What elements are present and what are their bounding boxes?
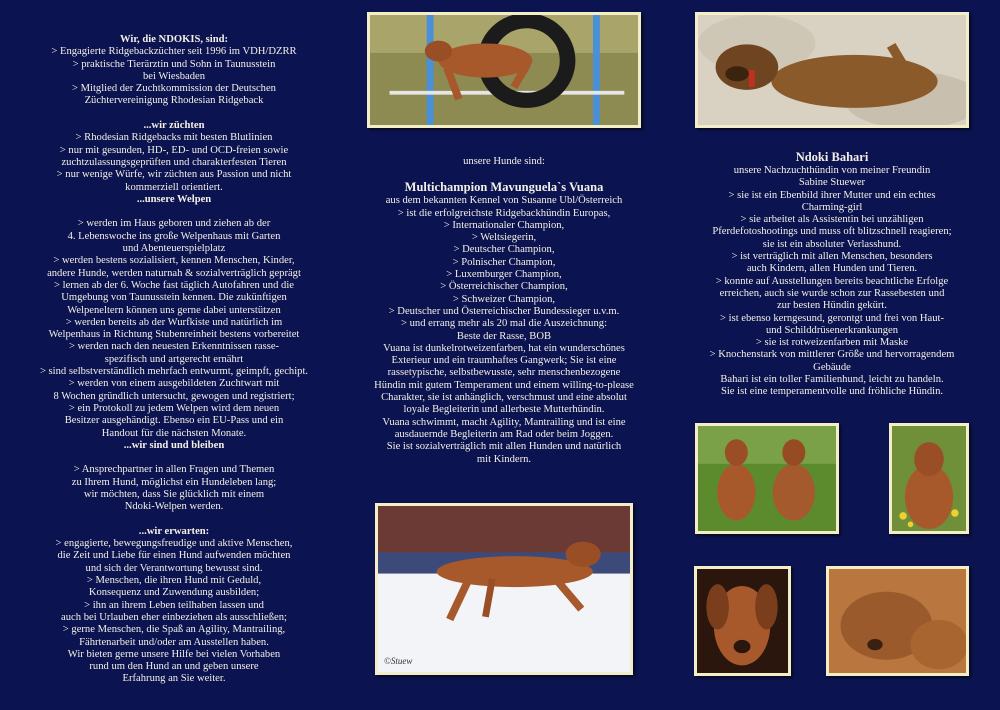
text-line: Bahari ist ein toller Familienhund, leicht zu handeln. bbox=[720, 374, 944, 386]
text-line: Fährtenarbeit und/oder am Ausstellen haben. bbox=[79, 636, 269, 648]
text-line: Vuana schwimmt, macht Agility, Mantrailing und ist eine bbox=[382, 416, 626, 428]
text-line: kommerziell orientiert. bbox=[125, 181, 223, 193]
text-line: Exterieur und ein traumhaftes Gangwerk; Sie ist eine bbox=[391, 355, 617, 367]
text-line: Wir bieten gerne unsere Hilfe bei vielen Vorhaben bbox=[67, 648, 281, 660]
text-line: Sabine Stuewer bbox=[798, 177, 866, 189]
text-line: > Engagierte Ridgebackzüchter seit 1996 im VDH/DZRR bbox=[51, 46, 297, 58]
text-line: die Zeit und Liebe für einen Hund aufwenden möchten bbox=[57, 550, 291, 562]
two-dogs-grass-photo bbox=[695, 423, 839, 534]
text-line: sie ist ein absoluter Verlasshund. bbox=[762, 238, 902, 250]
text-line: > werden im Haus geboren und ziehen ab der bbox=[77, 218, 271, 230]
text-line: > werden von einem ausgebildeten Zuchtwart mit bbox=[68, 378, 280, 390]
text-line: rassetypische, selbstbewusste, sehr menschenbezogene bbox=[387, 367, 621, 379]
dog-with-flowers-photo bbox=[889, 423, 969, 534]
text-line: Besitzer ausgehändigt. Ebenso ein EU-Pass und ein bbox=[64, 415, 284, 427]
text-line: Vuana ist dunkelrotweizenfarben, hat ein wunderschönes bbox=[383, 342, 625, 354]
bahari-title: Ndoki Bahari bbox=[795, 150, 869, 164]
puppy-on-fur-photo bbox=[695, 12, 969, 128]
puppy-on-fur-image bbox=[698, 15, 966, 125]
text-line: zu Ihrem Hund, möglichst ein Hundeleben lang; bbox=[71, 476, 277, 488]
agility-tire-jump-photo bbox=[367, 12, 641, 128]
text-line: zuchtzulassungsgeprüften und charakterfesten Tieren bbox=[61, 156, 287, 168]
text-line: auch Kindern, allen Hunden und Tieren. bbox=[746, 263, 918, 275]
text-line: Gebäude bbox=[813, 361, 851, 373]
vuana-title: Multichampion Mavunguela`s Vuana bbox=[404, 180, 604, 195]
text-line: Konsequenz und Zuwendung ausbilden; bbox=[88, 587, 260, 599]
text-line: > konnte auf Ausstellungen bereits beachtliche Erfolge bbox=[715, 275, 949, 287]
text-line: Beste der Rasse, BOB bbox=[456, 330, 552, 342]
text-line: ...wir züchten bbox=[143, 120, 205, 132]
running-in-snow-image bbox=[378, 506, 630, 672]
text-line: > praktische Tierärztin und Sohn in Taunusstein bbox=[72, 58, 276, 70]
text-line: auch bei Urlauben eher einbeziehen als ausschließen; bbox=[61, 611, 287, 623]
text-line bbox=[12, 206, 336, 218]
text-line: > ist verträglich mit allen Menschen, besonders bbox=[731, 251, 933, 263]
text-line: > nur wenige Würfe, wir züchten aus Passion und nicht bbox=[56, 169, 292, 181]
text-line: loyale Begleiterin und allerbeste Mutterhündin. bbox=[403, 404, 605, 416]
text-line: > Menschen, die ihren Hund mit Geduld, bbox=[86, 575, 262, 587]
text-line: ...wir sind und bleiben bbox=[123, 439, 225, 451]
two-dogs-grass-image bbox=[698, 426, 836, 531]
text-line: > Schweizer Champion, bbox=[452, 293, 556, 305]
text-line: > ist die erfolgreichste Ridgebackhündin Europas, bbox=[397, 207, 611, 219]
text-line: Charming-girl bbox=[801, 201, 863, 213]
text-line: > nur mit gesunden, HD-, ED- und OCD-freien sowie bbox=[59, 144, 289, 156]
text-line: > ein Protokoll zu jedem Welpen wird dem neuen bbox=[68, 402, 280, 414]
text-line: > sie ist ein Ebenbild ihrer Mutter und ein echtes bbox=[728, 189, 936, 201]
breeder-info-column bbox=[12, 34, 336, 686]
text-line: > werden nach den neuesten Erkenntnissen rasse- bbox=[68, 341, 280, 353]
vuana-description bbox=[354, 195, 654, 466]
text-line: und Abenteuerspielplatz bbox=[122, 243, 226, 255]
text-line: andere Hunde, werden naturnah & sozialverträglich geprägt bbox=[47, 267, 301, 279]
dog-portrait-photo bbox=[694, 566, 791, 676]
our-dogs-intro: unsere Hunde sind: bbox=[463, 156, 545, 167]
text-line: > Ansprechpartner in allen Fragen und Themen bbox=[73, 464, 275, 476]
text-line: bei Wiesbaden bbox=[142, 70, 206, 82]
text-line: unsere Nachzuchthündin von meiner Freundin bbox=[733, 165, 931, 176]
text-line: Hündin mit gutem Temperament und einem willing-to-please bbox=[374, 379, 634, 391]
text-line: > Rhodesian Ridgebacks mit besten Blutlinien bbox=[75, 132, 273, 144]
text-line: > Weltsiegerin, bbox=[471, 232, 537, 244]
text-line: rund um den Hund an und geben unsere bbox=[89, 661, 259, 673]
text-line: > Internationaler Champion, bbox=[443, 219, 565, 231]
text-line bbox=[12, 452, 336, 464]
text-line: Umgebung von Taunusstein kennen. Die zukünftigen bbox=[61, 292, 287, 304]
text-line: ...unsere Welpen bbox=[136, 193, 212, 205]
bahari-info-column bbox=[676, 150, 988, 399]
agility-tire-jump-image bbox=[370, 15, 638, 125]
text-line: Wir, die NDOKIS, sind: bbox=[119, 34, 229, 45]
text-line: > werden bereits ab der Wurfkiste und natürlich im bbox=[65, 316, 283, 328]
text-line: ausdauernde Begleiterin am Rad oder beim Joggen. bbox=[394, 428, 614, 440]
text-line: > lernen ab der 6. Woche fast täglich Autofahren und die bbox=[54, 279, 294, 291]
text-line: > sie ist rotweizenfarben mit Maske bbox=[755, 337, 909, 349]
text-line: Welpenhaus in Richtung Stubenreinheit bestens vorbereitet bbox=[48, 329, 300, 341]
text-line: > Polnischer Champion, bbox=[452, 256, 556, 268]
dog-with-flowers-image bbox=[892, 426, 966, 531]
text-line: > werden bestens sozialisiert, kennen Menschen, Kinder, bbox=[53, 255, 295, 267]
text-line: > Mitglied der Zuchtkommission der Deutschen bbox=[72, 83, 276, 95]
text-line: > Luxemburger Champion, bbox=[446, 269, 562, 281]
text-line: Züchtervereinigung Rhodesian Ridgeback bbox=[84, 95, 264, 107]
text-line: > ist ebenso kerngesund, gerontgt und frei von Haut- bbox=[720, 312, 944, 324]
dog-portrait-image bbox=[697, 569, 788, 673]
text-line: mit Kindern. bbox=[476, 453, 532, 465]
text-line: Charakter, sie ist anhänglich, verschmust und eine absolut bbox=[381, 392, 627, 404]
text-line: > gerne Menschen, die Spaß an Agility, Mantrailing, bbox=[62, 624, 286, 636]
text-line: erreichen, auch sie wurde schon zur Rassebesten und bbox=[719, 287, 945, 299]
text-line: > ihn an ihrem Leben teilhaben lassen und bbox=[84, 599, 264, 611]
bahari-description bbox=[676, 165, 988, 399]
text-line: Handout für die nächsten Monate. bbox=[101, 427, 247, 439]
text-line: > Knochenstark von mittlerer Größe und hervorragendem bbox=[709, 349, 955, 361]
text-line: ...wir erwarten: bbox=[138, 525, 210, 537]
sleeping-puppy-image bbox=[829, 569, 966, 673]
text-line: > Österreichischer Champion, bbox=[440, 281, 568, 293]
vuana-info-column bbox=[354, 156, 654, 466]
text-line: > und errang mehr als 20 mal die Auszeichnung: bbox=[400, 318, 608, 330]
text-line: zur besten Hündin gekürt. bbox=[776, 300, 888, 312]
photo-signature: ©Stuew bbox=[384, 656, 413, 666]
text-line: spezifisch und artgerecht ernährt bbox=[104, 353, 244, 365]
text-line: Ndoki-Welpen werden. bbox=[124, 501, 224, 513]
sleeping-puppy-photo bbox=[826, 566, 969, 676]
text-line bbox=[12, 514, 336, 526]
text-line: wir möchten, dass Sie glücklich mit einem bbox=[83, 488, 265, 500]
text-line: Erfahrung an Sie weiter. bbox=[122, 673, 226, 685]
text-line: Pferdefotoshootings und muss oft blitzschnell reagieren; bbox=[712, 226, 952, 238]
text-line: Welpeneltern können uns gerne dabei unterstützen bbox=[67, 304, 281, 316]
text-line: > Deutscher Champion, bbox=[453, 244, 555, 256]
text-line: 4. Lebenswoche ins große Welpenhaus mit Garten bbox=[67, 230, 281, 242]
text-line: aus dem bekannten Kennel von Susanne Ubl/Österreich bbox=[385, 195, 623, 207]
text-line bbox=[12, 108, 336, 120]
text-line: > engagierte, bewegungsfreudige und aktive Menschen, bbox=[55, 538, 293, 550]
text-line: und sich der Verantwortung bewusst sind. bbox=[85, 562, 263, 574]
text-line: > Deutscher und Österreichischer Bundessieger u.v.m. bbox=[388, 305, 620, 317]
text-line: > sie arbeitet als Assistentin bei unzähligen bbox=[740, 214, 924, 226]
text-line: Sie ist sozialverträglich mit allen Hunden und natürlich bbox=[386, 441, 622, 453]
text-line: 8 Wochen gründlich untersucht, gewogen und registriert; bbox=[53, 390, 295, 402]
text-line: und Schilddrüsenerkrankungen bbox=[765, 324, 899, 336]
running-in-snow-photo bbox=[375, 503, 633, 675]
text-line: Sie ist eine temperamentvolle und fröhliche Hündin. bbox=[720, 386, 944, 398]
text-line: > sind selbstverständlich mehrfach entwurmt, geimpft, gechipt. bbox=[39, 366, 309, 378]
